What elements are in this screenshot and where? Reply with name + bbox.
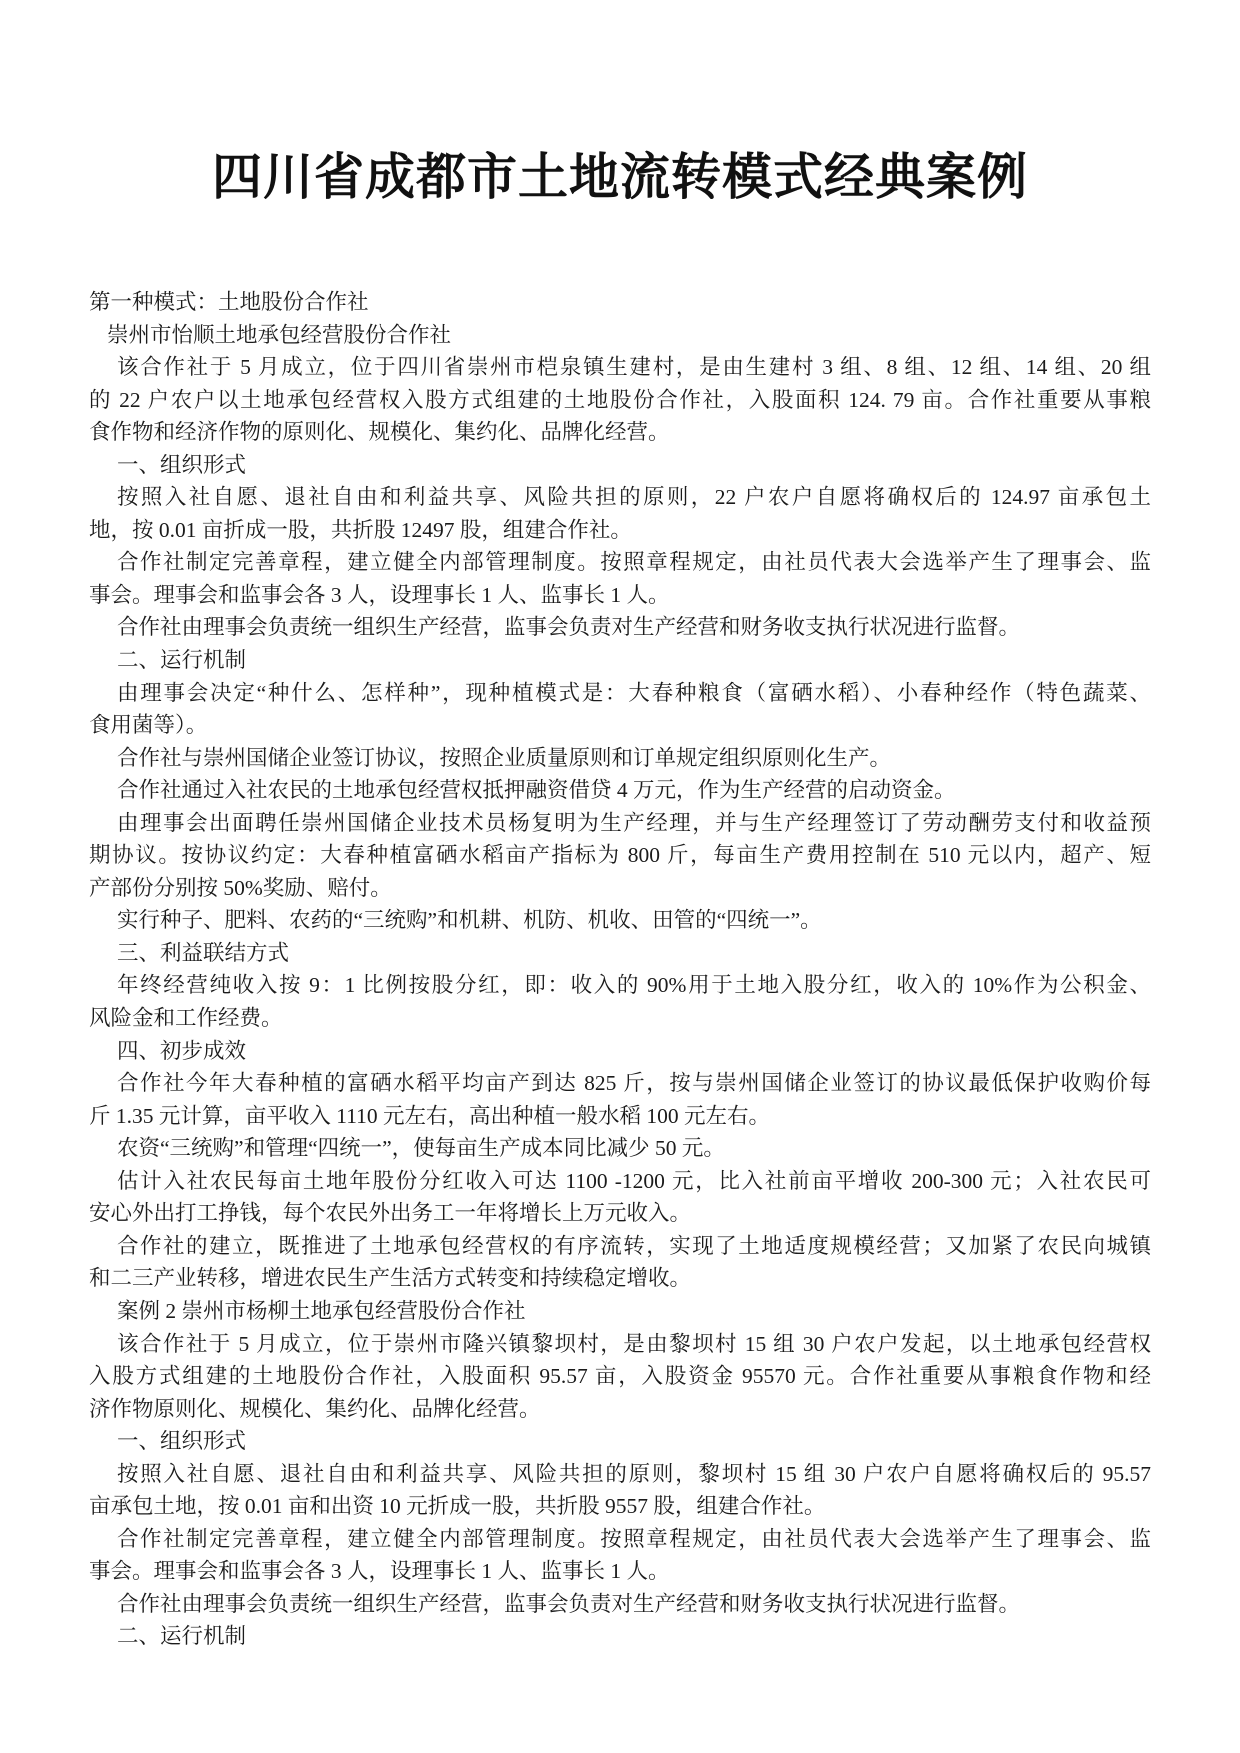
text-line: 亩承包土地，按 0.01 亩和出资 10 元折成一股，共折股 9557 股，组建合作社。 xyxy=(89,1494,826,1519)
text-line: 按照入社自愿、退社自由和利益共享、风险共担的原则，22 户农户自愿将确权后的 124.97 亩承包土 xyxy=(117,485,1151,510)
document-title: 四川省成都市土地流转模式经典案例 xyxy=(212,149,1028,205)
text-line: 估计入社农民每亩土地年股份分红收入可达 1100 -1200 元，比入社前亩平增收 200-300 元；入社农民可 xyxy=(117,1168,1151,1193)
text-line: 案例 2 崇州市杨柳土地承包经营股份合作社 xyxy=(117,1298,526,1323)
text-line: 合作社与崇州国储企业签订协议，按照企业质量原则和订单规定组织原则化生产。 xyxy=(117,745,892,770)
text-line: 第一种模式：土地股份合作社 xyxy=(89,290,369,314)
text-line: 济作物原则化、规模化、集约化、品牌化经营。 xyxy=(89,1396,541,1421)
text-line: 由理事会出面聘任崇州国储企业技术员杨复明为生产经理，并与生产经理签订了劳动酬劳支付和收益预 xyxy=(117,810,1151,835)
text-line: 一、组织形式 xyxy=(117,452,247,477)
text-line: 该合作社于 5 月成立，位于四川省崇州市桤泉镇生建村，是由生建村 3 组、8 组、12 组、14 组、20 组 xyxy=(117,355,1151,380)
text-line: 由理事会决定“种什么、怎样种”，现种植模式是：大春种粮食（富硒水稻）、小春种经作（特色蔬菜、 xyxy=(117,680,1151,705)
text-line: 斤 1.35 元计算，亩平收入 1110 元左右，高出种植一般水稻 100 元左右。 xyxy=(89,1103,771,1128)
text-line: 农资“三统购”和管理“四统一”，使每亩生产成本同比减少 50 元。 xyxy=(117,1136,725,1161)
text-line: 产部份分别按 50%奖励、赔付。 xyxy=(89,875,392,900)
text-line: 入股方式组建的土地股份合作社，入股面积 95.57 亩，入股资金 95570 元。合作社重要从事粮食作物和经 xyxy=(89,1364,1151,1389)
text-line: 二、运行机制 xyxy=(117,648,247,673)
text-line: 四、初步成效 xyxy=(117,1038,247,1063)
text-line: 事会。理事会和监事会各 3 人，设理事长 1 人、监事长 1 人。 xyxy=(89,1559,670,1584)
text-line: 三、利益联结方式 xyxy=(117,940,290,965)
text-line: 合作社由理事会负责统一组织生产经营，监事会负责对生产经营和财务收支执行状况进行监督。 xyxy=(117,1591,1021,1616)
text-line: 合作社通过入社农民的土地承包经营权抵押融资借贷 4 万元，作为生产经营的启动资金。 xyxy=(117,778,956,803)
text-line: 崇州市怡顺土地承包经营股份合作社 xyxy=(107,322,452,347)
text-line: 的 22 户农户以土地承包经营权入股方式组建的土地股份合作社，入股面积 124. 79 亩。合作社重要从事粮 xyxy=(89,387,1151,412)
text-line: 合作社制定完善章程，建立健全内部管理制度。按照章程规定，由社员代表大会选举产生了理事会、监 xyxy=(117,550,1151,575)
text-line: 一、组织形式 xyxy=(117,1429,247,1454)
text-line: 合作社由理事会负责统一组织生产经营，监事会负责对生产经营和财务收支执行状况进行监督。 xyxy=(117,615,1021,640)
text-line: 安心外出打工挣钱，每个农民外出务工一年将增长上万元收入。 xyxy=(89,1201,692,1226)
text-line: 合作社制定完善章程，建立健全内部管理制度。按照章程规定，由社员代表大会选举产生了理事会、监 xyxy=(117,1526,1151,1551)
text-line: 二、运行机制 xyxy=(117,1624,247,1649)
text-line: 合作社今年大春种植的富硒水稻平均亩产到达 825 斤，按与崇州国储企业签订的协议最低保护收购价每 xyxy=(117,1071,1151,1096)
text-line: 食用菌等）。 xyxy=(89,713,208,738)
text-line: 风险金和工作经费。 xyxy=(89,1006,283,1031)
text-line: 按照入社自愿、退社自由和利益共享、风险共担的原则，黎坝村 15 组 30 户农户自愿将确权后的 95.57 xyxy=(117,1461,1151,1486)
text-line: 该合作社于 5 月成立，位于崇州市隆兴镇黎坝村，是由黎坝村 15 组 30 户农户发起，以土地承包经营权 xyxy=(117,1331,1151,1356)
text-line: 合作社的建立，既推进了土地承包经营权的有序流转，实现了土地适度规模经营；又加紧了农民向城镇 xyxy=(117,1233,1151,1258)
text-line: 食作物和经济作物的原则化、规模化、集约化、品牌化经营。 xyxy=(89,420,670,445)
text-line: 期协议。按协议约定：大春种植富硒水稻亩产指标为 800 斤，每亩生产费用控制在 510 元以内，超产、短 xyxy=(89,843,1151,868)
text-line: 年终经营纯收入按 9：1 比例按股分红，即：收入的 90%用于土地入股分红，收入的 10%作为公积金、 xyxy=(117,973,1151,998)
text-line: 和二三产业转移，增进农民生产生活方式转变和持续稳定增收。 xyxy=(89,1266,692,1291)
document-body xyxy=(89,286,1151,1653)
text-line: 实行种子、肥料、农药的“三统购”和机耕、机防、机收、田管的“四统一”。 xyxy=(117,908,822,933)
text-line: 事会。理事会和监事会各 3 人，设理事长 1 人、监事长 1 人。 xyxy=(89,582,670,607)
text-line: 地，按 0.01 亩折成一股，共折股 12497 股，组建合作社。 xyxy=(89,517,632,542)
